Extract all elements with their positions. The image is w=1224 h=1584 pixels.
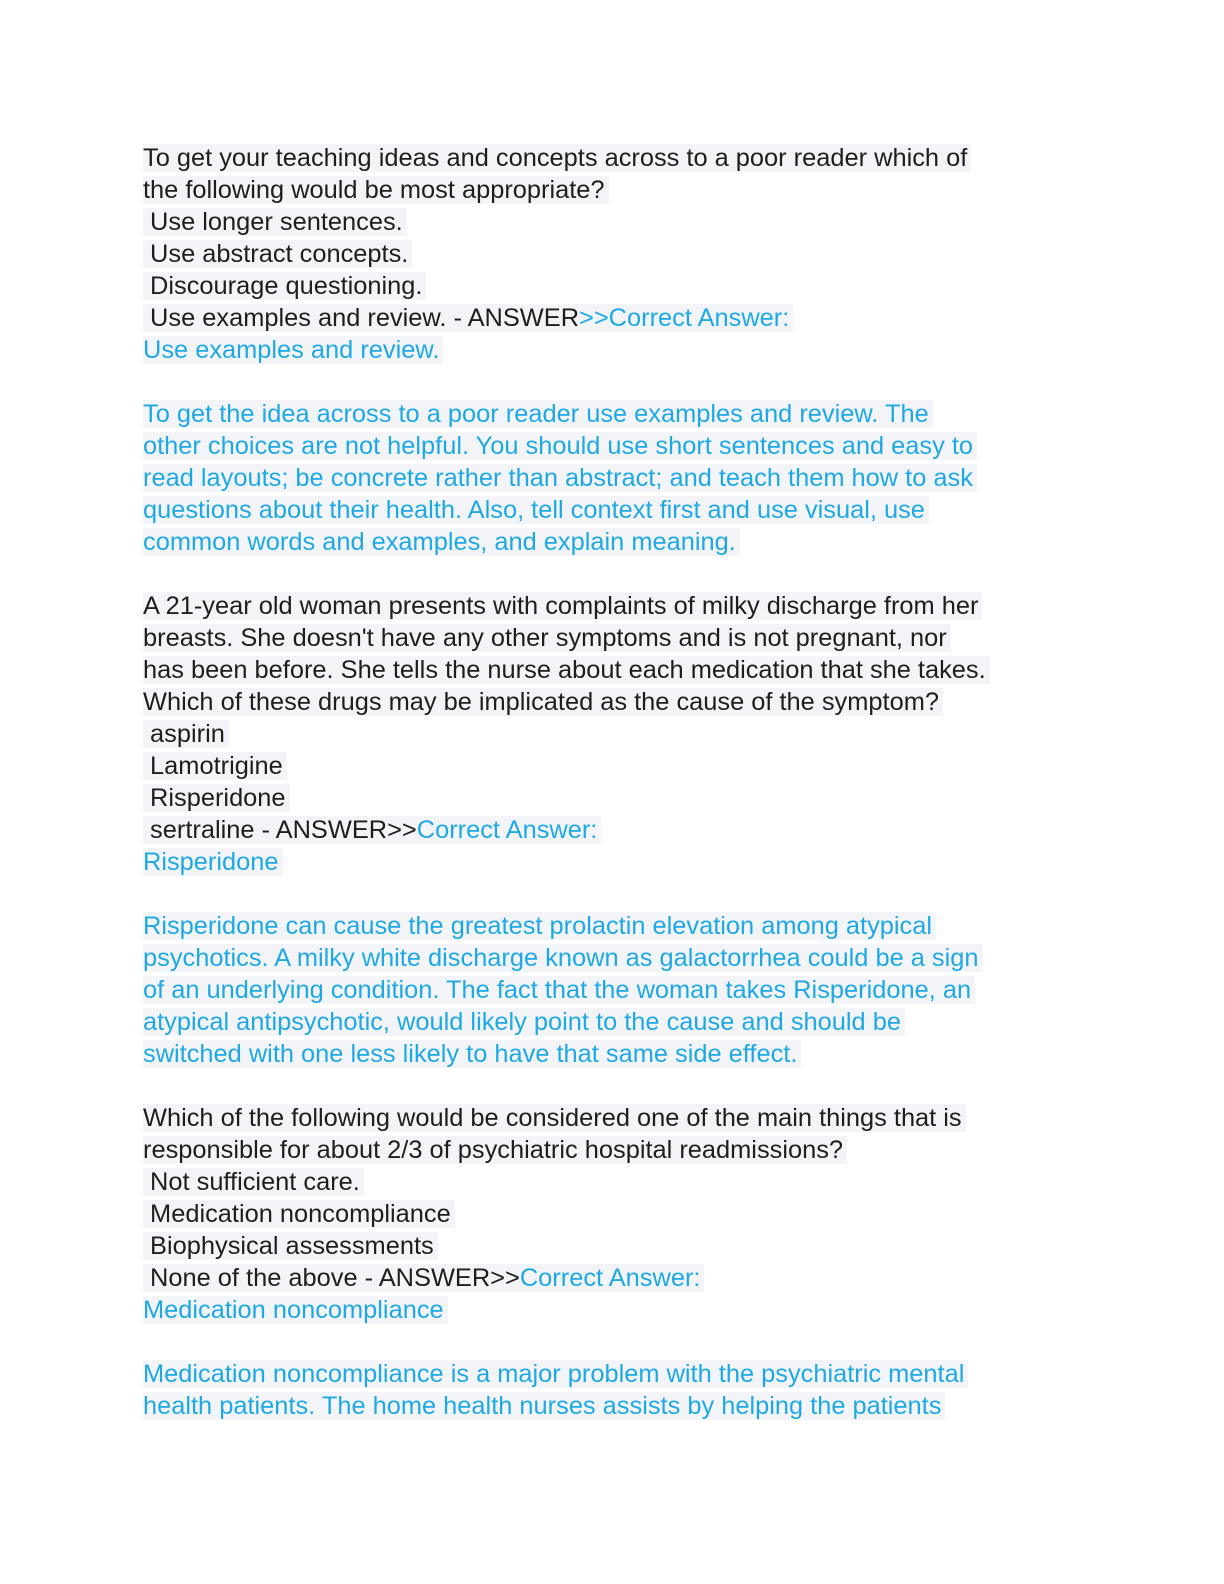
answer-option: Use longer sentences. (143, 208, 407, 236)
answer-option: Lamotrigine (143, 752, 287, 780)
explanation-line: of an underlying condition. The fact that the woman takes Risperidone, an (143, 976, 975, 1004)
answer-option: Risperidone (143, 784, 290, 812)
correct-answer-prefix: Correct Answer: (416, 816, 598, 844)
answer-option: Not sufficient care. (143, 1168, 364, 1196)
answer-option: None of the above - ANSWER>> (143, 1264, 520, 1292)
question-3 (143, 1102, 1083, 1422)
explanation-line: other choices are not helpful. You should use short sentences and easy to (143, 432, 977, 460)
explanation-line: common words and examples, and explain meaning. (143, 528, 740, 556)
question-stem-line: breasts. She doesn't have any other symptoms and is not pregnant, nor (143, 624, 951, 652)
answer-option: aspirin (143, 720, 229, 748)
answer-option: Biophysical assessments (143, 1232, 438, 1260)
explanation-line: Risperidone can cause the greatest prolactin elevation among atypical (143, 912, 936, 940)
answer-option: sertraline - ANSWER>> (143, 816, 417, 844)
correct-answer-prefix: Correct Answer: (519, 1264, 701, 1292)
explanation-line: read layouts; be concrete rather than abstract; and teach them how to ask (143, 464, 977, 492)
question-stem-line: Which of these drugs may be implicated as the cause of the symptom? (143, 688, 943, 716)
correct-answer: Risperidone (143, 848, 283, 876)
question-stem-line: the following would be most appropriate? (143, 176, 609, 204)
answer-option: Use abstract concepts. (143, 240, 412, 268)
question-stem-line: A 21-year old woman presents with complaints of milky discharge from her (143, 592, 982, 620)
correct-answer: Medication noncompliance (143, 1296, 448, 1324)
correct-answer: Use examples and review. (143, 336, 443, 364)
explanation-line: atypical antipsychotic, would likely point to the cause and should be (143, 1008, 905, 1036)
explanation-line: psychotics. A milky white discharge known as galactorrhea could be a sign (143, 944, 983, 972)
explanation-line: Medication noncompliance is a major problem with the psychiatric mental (143, 1360, 968, 1388)
question-stem-line: To get your teaching ideas and concepts across to a poor reader which of (143, 144, 971, 172)
explanation-line: switched with one less likely to have that same side effect. (143, 1040, 801, 1068)
question-1 (143, 142, 1083, 590)
explanation-line: questions about their health. Also, tell context first and use visual, use (143, 496, 929, 524)
explanation-line: health patients. The home health nurses assists by helping the patients (143, 1392, 945, 1420)
correct-answer-prefix: >>Correct Answer: (579, 304, 790, 332)
question-stem-line: Which of the following would be considered one of the main things that is (143, 1104, 966, 1132)
question-2 (143, 590, 1083, 1102)
question-stem-line: has been before. She tells the nurse about each medication that she takes. (143, 656, 990, 684)
question-stem-line: responsible for about 2/3 of psychiatric hospital readmissions? (143, 1136, 847, 1164)
document-page (143, 142, 1083, 1422)
answer-option: Medication noncompliance (143, 1200, 455, 1228)
answer-option: Use examples and review. - ANSWER (143, 304, 580, 332)
answer-option: Discourage questioning. (143, 272, 426, 300)
explanation-line: To get the idea across to a poor reader use examples and review. The (143, 400, 933, 428)
